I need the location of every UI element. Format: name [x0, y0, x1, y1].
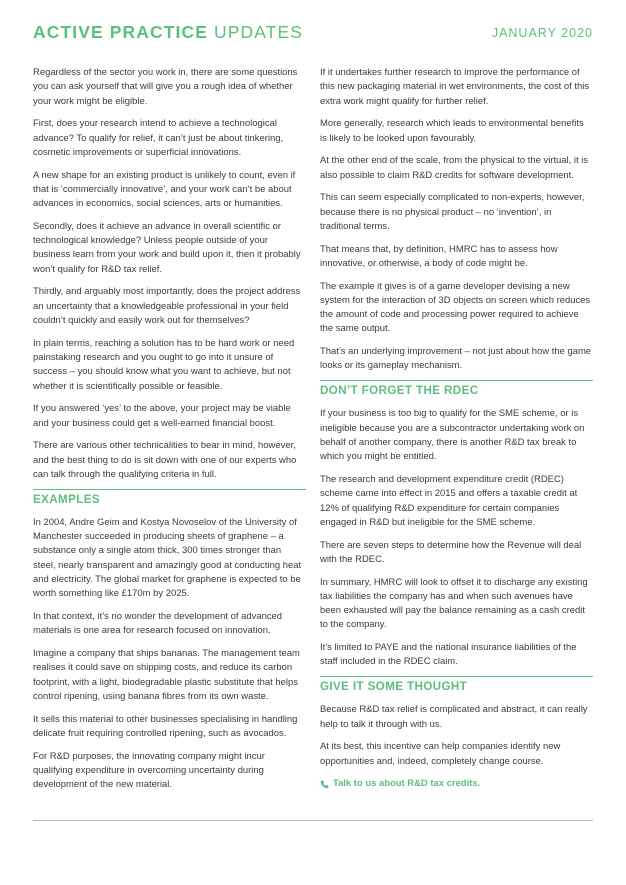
paragraph: In plain terms, reaching a solution has to be hard work or need painstaking research and you ought to go into it unsure of success – you should know what you want to achieve, but not whether it is scientifically possible or feasible. [33, 337, 295, 392]
paragraph: At the other end of the scale, from the physical to the virtual, it is also possible to claim R&D credits for software development. [320, 155, 589, 181]
paragraph: That means that, by definition, HMRC has to assess how innovative, or otherwise, a body of code might be. [320, 243, 558, 269]
paragraph: It’s limited to PAYE and the national insurance liabilities of the staff included in the RDEC claim. [320, 642, 577, 668]
paragraph: The research and development expenditure credit (RDEC) scheme came into effect in 2015 and offers a taxable credit at 12% of qualifying R&D expenditure for certain companies engaged in R&D but ineligible for the SME scheme. [320, 473, 578, 528]
paragraph: In 2004, Andre Geim and Kostya Novoselov of the University of Manchester succeeded in producing sheets of graphene – a substance only a single atom thick, 300 times stronger than steel, nearly transparent and amazingly good at conducting heat and electricity. The global market for graphene is expected to be worth something like £170m by 2025. [33, 516, 302, 600]
newsletter-title-light: UPDATES [213, 22, 304, 42]
footer-divider [33, 820, 593, 821]
paragraph: At its best, this incentive can help companies identify new opportunities and, indeed, completely change course. [320, 741, 561, 767]
section-heading-thought: GIVE IT SOME THOUGHT [320, 676, 593, 703]
paragraph: Regardless of the sector you work in, there are some questions you can ask yourself that will give you a rough idea of whether your work might be eligible. [33, 67, 298, 107]
paragraph: Imagine a company that ships bananas. The management team realises it could save on shipping costs, and reduce its carbon footprint, with a light, biodegradable plastic substitute that helps control ripening, using banana fibres from its own waste. [33, 648, 300, 702]
left-column [33, 66, 306, 801]
paragraph: A new shape for an existing product is unlikely to count, even if that is ‘commercially innovative’, and your work can’t be about advances in economics, social sciences, arts or humanities. [33, 169, 296, 210]
paragraph: In summary, HMRC will look to offset it to discharge any existing tax liabilities the company has and when such avenues have been exhausted will pay the balance remaining as a cash credit to the company. [320, 576, 588, 631]
paragraph: Thirdly, and arguably most importantly, does the project address an uncertainty that a knowledgeable professional in your field couldn’t quickly and easily work out for themselves? [33, 286, 301, 327]
paragraph: There are seven steps to determine how the Revenue will deal with the RDEC. [320, 539, 582, 565]
issue-date: JANUARY 2020 [491, 26, 593, 40]
paragraph: Because R&D tax relief is complicated and abstract, it can really help to talk it through with us. [320, 704, 588, 730]
paragraph: If your business is too big to qualify for the SME scheme, or is ineligible because you are a subcontractor undertaking work on behalf of another company, there is another R&D tax break to which you might be entitled. [320, 408, 585, 463]
page-header [33, 22, 593, 46]
contact-cta-label: Talk to us about R&D tax credits. [333, 778, 481, 790]
paragraph: For R&D purposes, the innovating company might incur qualifying expenditure in overcoming uncertainty during development of the new material. [33, 750, 265, 791]
paragraph: This can seem especially complicated to non-experts, however, because there is no physical product – no ‘invention’, in traditional terms. [320, 192, 585, 232]
paragraph: It sells this material to other businesses specialising in handling delicate fruit requiring controlled ripening, such as avocados. [33, 713, 298, 739]
paragraph: In that context, it’s no wonder the development of advanced materials is one area for research focused on innovation. [33, 611, 283, 637]
contact-cta-link[interactable] [320, 777, 593, 791]
phone-icon [320, 780, 329, 789]
newsletter-title-bold: ACTIVE PRACTICE [33, 22, 208, 42]
paragraph: Secondly, does it achieve an advance in overall scientific or technological knowledge? Unless people outside of your business learn from your work and build upon it, then it probably won’t qualify for R&D tax relief. [33, 220, 301, 275]
paragraph: The example it gives is of a game developer devising a new system for the interaction of 3D objects on screen which reduces the amount of code and processing power required to achieve the same output. [320, 280, 591, 335]
right-column [320, 66, 593, 792]
section-heading-rdec: DON’T FORGET THE RDEC [320, 380, 593, 407]
paragraph: If it undertakes further research to improve the performance of this new packaging material in wet environments, the cost of this extra work might qualify for further relief. [320, 67, 590, 107]
paragraph: More generally, research which leads to environmental benefits is likely to be looked upon favourably. [320, 118, 584, 144]
paragraph: There are various other technicalities to bear in mind, however, and the best thing to do is sit down with one of our experts who can talk through the qualifying criteria in full. [33, 440, 297, 480]
section-heading-examples: EXAMPLES [33, 489, 306, 516]
newsletter-title [33, 22, 303, 43]
paragraph: That’s an underlying improvement – not just about how the game looks or its gameplay mechanism. [320, 346, 592, 372]
paragraph: First, does your research intend to achieve a technological advance? To qualify for relief, it can’t just be about tinkering, cosmetic improvements or superficial innovations. [33, 118, 284, 158]
paragraph: If you answered ‘yes’ to the above, your project may be viable and your business could get a well-earned financial boost. [33, 403, 291, 429]
